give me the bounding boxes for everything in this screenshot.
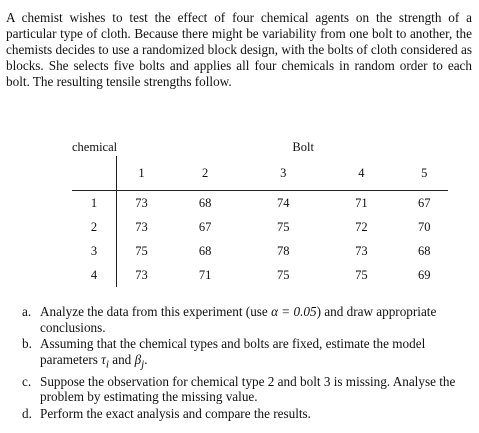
table-cell: 75 (135, 243, 148, 258)
table-cell: 71 (198, 267, 212, 282)
table-cell: 67 (198, 219, 212, 234)
table-cell: 67 (417, 195, 431, 210)
question-text: Suppose the observation for chemical type 2 and bolt 3 is missing. Analyse the problem by estimating the missing value. (40, 373, 456, 405)
table-cell: 68 (417, 243, 431, 258)
table-cell: 75 (276, 219, 290, 234)
alpha-expression: α = 0.05 (271, 304, 317, 319)
table-cell: 75 (276, 267, 290, 282)
table-header-row (72, 140, 448, 156)
table-cell: 73 (135, 267, 148, 282)
table-cell: 78 (276, 243, 290, 258)
bolt-number: 2 (166, 156, 244, 191)
tensile-strength-table (72, 140, 448, 287)
bolt-number: 4 (322, 156, 400, 191)
chemical-number: 4 (72, 263, 117, 287)
bolt-number: 3 (244, 156, 322, 191)
beta-symbol: β (134, 351, 142, 367)
table-cell: 71 (355, 195, 368, 210)
chemical-number: 2 (72, 215, 117, 239)
question-b: b. Assuming that the chemical types and bolts are fixed, estimate the model parameters $\tau_i$ and $\beta_j$. (22, 336, 468, 373)
table-row (72, 263, 448, 287)
question-list (22, 304, 468, 422)
chemical-number: 1 (72, 191, 117, 216)
table-cell: 74 (276, 195, 290, 210)
bolt-number: 5 (400, 156, 448, 191)
problem-statement: A chemist wishes to test the effect of four chemical agents on the strength of a particular type of cloth. Because there might be variability from one bolt to another, the chemists decides to use a randomized block design, with the bolts of cloth considered as blocks. She selects five bolts and applies all four chemicals in random order to each bolt. The resulting tensile strengths follow. (6, 10, 472, 89)
table-row (72, 239, 448, 263)
table-cell: 69 (417, 267, 431, 282)
chemical-number: 3 (72, 239, 117, 263)
table-row (72, 191, 448, 216)
column-header-label: Bolt (292, 140, 314, 154)
table-cell: 68 (198, 243, 212, 258)
question-label: a. (22, 304, 32, 319)
question-d (22, 406, 468, 422)
table-cell: 70 (417, 219, 431, 234)
question-c (22, 374, 468, 405)
question-label: d. (22, 405, 32, 421)
bolt-number-row (72, 156, 448, 191)
question-a: a. Analyze the data from this experiment (use α = 0.05) and draw appropriate conclusions. (22, 304, 437, 335)
table-cell: 73 (135, 219, 148, 234)
tau-symbol: τ (101, 351, 106, 367)
question-text: Perform the exact analysis and compare the results. (40, 405, 311, 421)
question-label: b. (22, 336, 32, 351)
table-cell: 68 (198, 195, 212, 210)
bolt-number: 1 (117, 156, 167, 191)
table-cell: 75 (355, 267, 368, 282)
table-row (72, 215, 448, 239)
row-header-label: chemical (72, 140, 118, 154)
question-label: c. (22, 373, 32, 389)
table-cell: 72 (355, 219, 368, 234)
table-cell: 73 (355, 243, 368, 258)
table-cell: 73 (135, 195, 148, 210)
